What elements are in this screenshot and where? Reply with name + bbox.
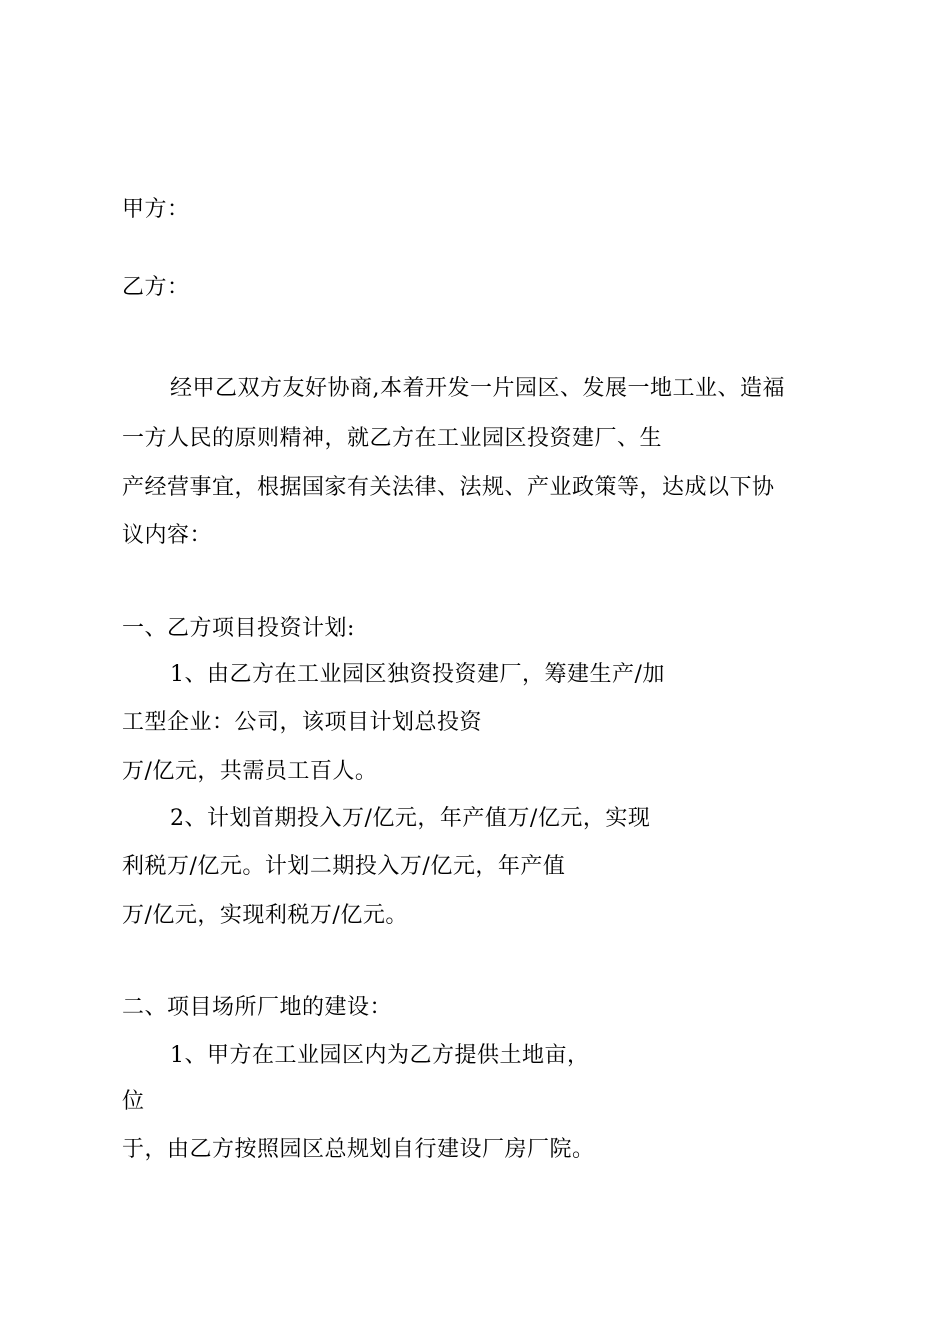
section-1-item-2-line-3: 万/亿元，实现利税万/亿元。 [122,903,408,928]
section-1-item-1-line-3: 万/亿元，共需员工百人。 [122,759,378,784]
section-1-item-1-line-2: 工型企业：公司，该项目计划总投资 [122,710,483,735]
party-a-label: 甲方： [122,197,190,222]
section-2-item-1-line-3: 于，由乙方按照园区总规划自行建设厂房厂院。 [122,1137,595,1162]
section-1-item-2-line-2: 利税万/亿元。计划二期投入万/亿元，年产值 [122,854,566,879]
section-1-item-2-line-1: 2、计划首期投入万/亿元，年产值万/亿元，实现 [170,806,651,831]
section-2-item-1-line-1: 1、甲方在工业园区内为乙方提供土地亩， [170,1043,590,1068]
section-2-heading: 二、项目场所厂地的建设： [122,995,393,1020]
intro-line-3: 产经营事宜，根据国家有关法律、法规、产业政策等，达成以下协 [122,475,775,500]
section-2-item-1-line-2: 位 [122,1089,145,1114]
intro-line-4: 议内容： [122,523,213,548]
intro-line-1: 经甲乙双方友好协商,本着开发一片园区、发展一地工业、造福 [170,376,785,401]
section-1-heading: 一、乙方项目投资计划: [122,616,355,641]
intro-line-2: 一方人民的原则精神，就乙方在工业园区投资建厂、生 [122,426,663,451]
party-b-label: 乙方： [122,275,190,300]
section-1-item-1-line-1: 1、由乙方在工业园区独资投资建厂，筹建生产/加 [170,662,665,687]
